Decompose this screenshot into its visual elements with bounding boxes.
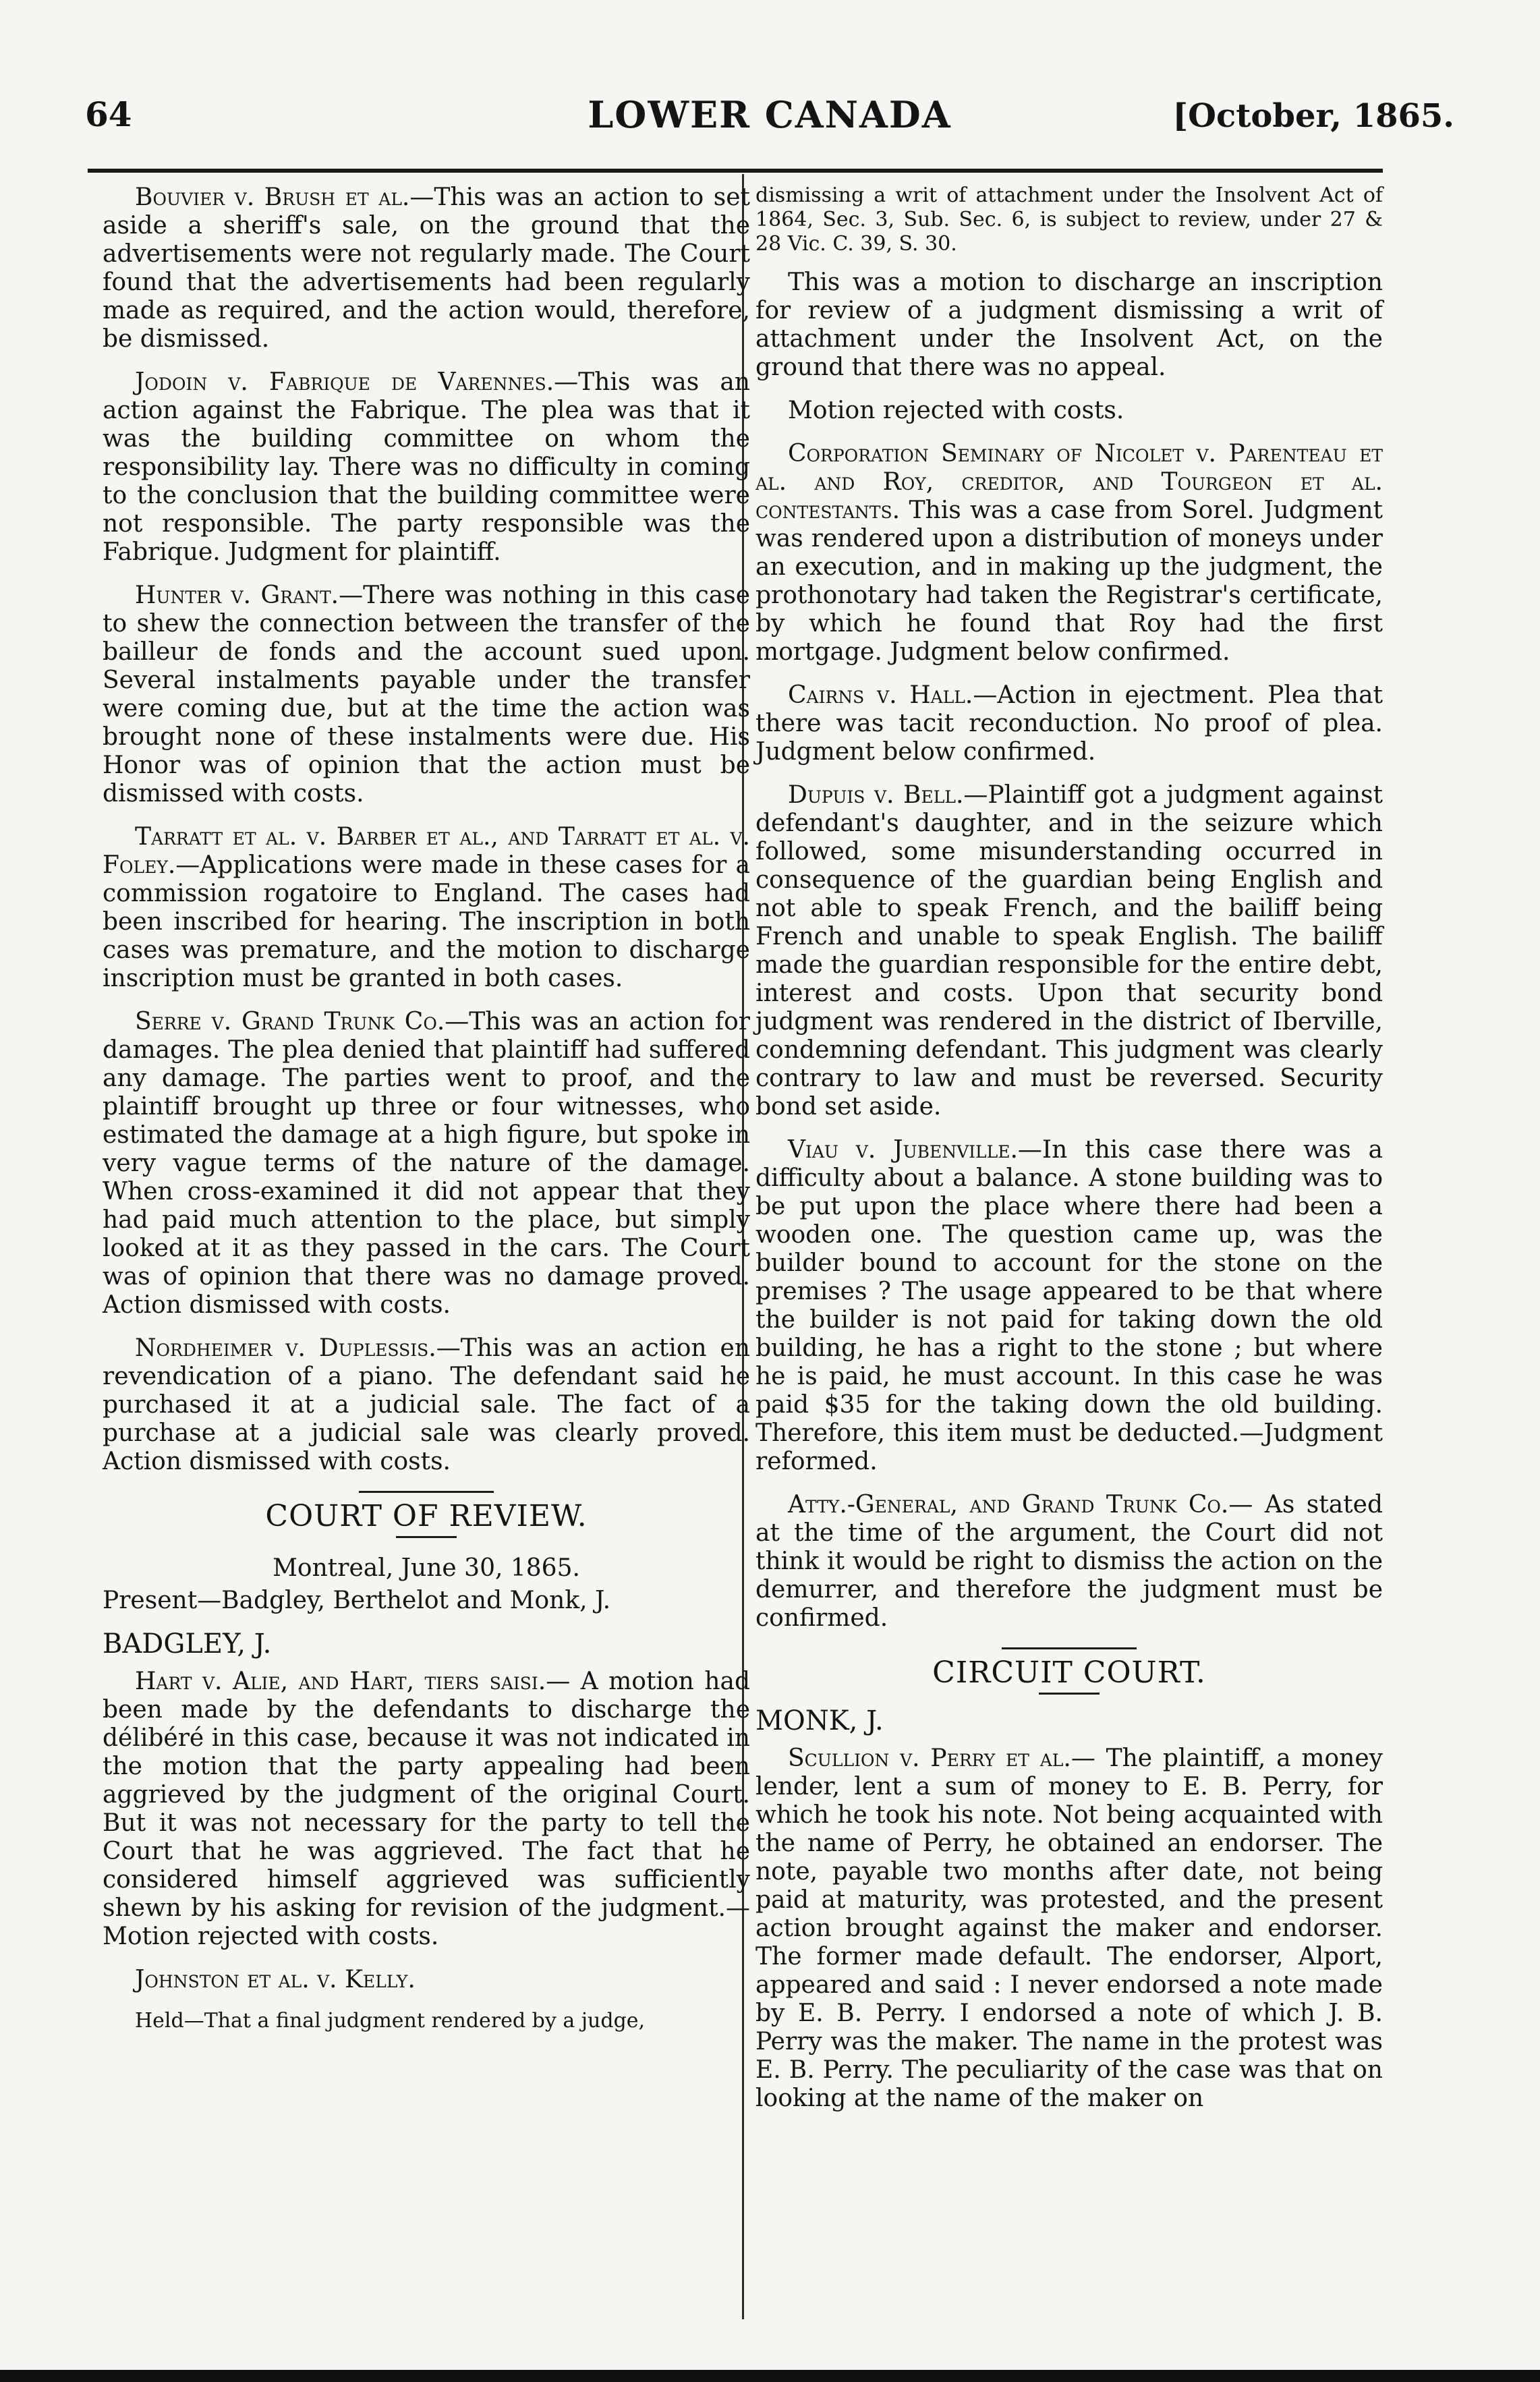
- case-name: Viau v. Jubenville.: [788, 1136, 1018, 1164]
- scan-edge: [0, 2370, 1540, 2382]
- section-title-circuit-court: CIRCUIT COURT.: [932, 1655, 1206, 1690]
- case-text: — As stated at the time of the argument, the Court did not think it would be right to dismiss the action on the demurrer, and therefore the judgment must be confirmed.: [755, 1491, 1383, 1632]
- case-paragraph: [755, 1491, 1383, 1633]
- case-paragraph: [755, 781, 1383, 1121]
- section-rule: [396, 1536, 457, 1538]
- case-text: — A motion had been made by the defendants to discharge the délibéré in this case, because it was not indicated in the motion that the party appealing had been aggrieved by the judgment of the original Court. But it was not necessary for the party to tell the Court that he was aggrieved. The fact that he considered himself aggrieved was sufficiently shewn by his asking for revision of the judgment.—Motion rejected with costs.: [103, 1668, 750, 1950]
- case-paragraph: [103, 823, 750, 993]
- case-text: —In this case there was a difficulty about a balance. A stone building was to be put upon the place where there had been a wooden one. The question came up, was the builder bound to account for the stone on the premises ? The usage appeared to be that where the builder is not paid for taking down the old building, he has a right to the stone ; but where he is paid, he must account. In this case he was paid $35 for the taking down the old building. Therefore, this item must be deducted.—Judgment reformed.: [755, 1136, 1383, 1475]
- case-paragraph: [755, 1745, 1383, 2113]
- case-name: Scullion v. Perry et al.: [788, 1745, 1071, 1772]
- case-name: Corporation Seminary of Nicolet v. Parenteau et al. and Roy, creditor, and Tourgeon et al. contestants.: [755, 440, 1383, 524]
- case-text: This was a case from Sorel. Judgment was rendered upon a distribution of moneys under an execution, and in making up the judgment, the prothonotary had taken the Registrar's certificate, by which he found that Roy had the first mortgage. Judgment below confirmed.: [755, 497, 1383, 666]
- case-text: —This was an action for damages. The plea denied that plaintiff had suffered any damage. The parties went to proof, and the plaintiff brought up three or four witnesses, who estimated the damage at a high figure, but spoke in very vague terms of the nature of the damage. When cross-examined it did not appear that they had paid much attention to the place, but simply looked at it as they passed in the cars. The Court was of opinion that there was no damage proved. Action dismissed with costs.: [103, 1008, 751, 1319]
- case-name: Hart v. Alie, and Hart, tiers saisi.: [135, 1668, 546, 1695]
- section-rule: [1039, 1693, 1100, 1695]
- present-judges: Present—Badgley, Berthelot and Monk, J.: [103, 1587, 611, 1614]
- case-paragraph: [755, 268, 1383, 382]
- case-paragraph: [103, 368, 750, 567]
- case-name: Nordheimer v. Duplessis.: [135, 1334, 436, 1362]
- case-name: Serre v. Grand Trunk Co.: [135, 1008, 445, 1036]
- case-text: —This was an action en revendication of a piano. The defendant said he purchased it at a judicial sale. The fact of a purchase at a judicial sale was clearly proved. Action dismissed with costs.: [103, 1334, 750, 1475]
- case-paragraph: [103, 1008, 750, 1320]
- case-paragraph: [755, 440, 1383, 667]
- case-paragraph: [755, 397, 1383, 425]
- case-text: This was a motion to discharge an inscription for review of a judgment dismissing a writ of attachment under the Insolvent Act, on the ground that there was no appeal.: [755, 268, 1383, 381]
- case-paragraph: [103, 1334, 750, 1476]
- case-text: —There was nothing in this case to shew the connection between the transfer of the bailleur de fonds and the account sued upon. Several instalments payable under the transfer were coming due, but at the time the action was brought none of these instalments were due. His Honor was of opinion that the action must be dismissed with costs.: [103, 582, 750, 807]
- held-note: Held—That a final judgment rendered by a judge,: [135, 2009, 646, 2033]
- case-text: — The plaintiff, a money lender, lent a sum of money to E. B. Perry, for which he took his note. Not being acquainted with the name of Perry, he obtained an endorser. The note, payable two months after date, not being paid at maturity, was protested, and the present action brought against the maker and endorser. The former made default. The endorser, Alport, appeared and said : I never endorsed a note made by E. B. Perry. I endorsed a note of which J. B. Perry was the maker. The name in the protest was E. B. Perry. The peculiarity of the case was that on looking at the name of the maker on: [755, 1745, 1383, 2112]
- right-column: [755, 183, 1383, 2128]
- issue-date: [October, 1865.: [1172, 97, 1454, 135]
- case-name: Atty.-General, and Grand Trunk Co.: [788, 1491, 1229, 1519]
- case-paragraph: [103, 1668, 750, 1951]
- page-number: 64: [85, 94, 132, 134]
- case-text: —Applications were made in these cases for a commission rogatoire to England. The cases had been inscribed for hearing. The inscription in both cases was premature, and the motion to discharge inscription must be granted in both cases.: [103, 851, 750, 992]
- case-paragraph: [103, 1966, 750, 1994]
- header-rule: [88, 169, 1383, 173]
- case-text: —This was an action to set aside a sheriff's sale, on the ground that the advertisements were not regularly made. The Court found that the advertisements had been regularly made as required, and the action would, therefore, be dismissed.: [103, 183, 751, 353]
- case-name: Tarratt et al. v. Barber et al., and Tarratt et al. v. Foley.: [103, 823, 750, 879]
- case-name: Dupuis v. Bell.: [788, 781, 964, 809]
- left-column: [103, 183, 750, 2045]
- section-rule: [359, 1491, 494, 1493]
- case-name: Johnston et al. v. Kelly.: [135, 1966, 416, 1993]
- held-continuation: dismissing a writ of attachment under the Insolvent Act of 1864, Sec. 3, Sub. Sec. 6, is subject to review, under 27 & 28 Vic. C. 39, S. 30.: [755, 183, 1383, 256]
- section-title-court-of-review: COURT OF REVIEW.: [265, 1499, 588, 1533]
- case-paragraph: [103, 183, 750, 353]
- judge-name: BADGLEY, J.: [103, 1628, 272, 1660]
- dateline: Montreal, June 30, 1865.: [273, 1554, 580, 1582]
- case-name: Hunter v. Grant.: [135, 582, 339, 609]
- section-rule: [1002, 1647, 1137, 1649]
- case-name: Jodoin v. Fabrique de Varennes.: [135, 368, 554, 396]
- case-text: —Plaintiff got a judgment against defendant's daughter, and in the seizure which followed, some misunderstanding occurred in consequence of the guardian being English and not able to speak French, and the bailiff being French and unable to speak English. The bailiff made the guardian responsible for the entire debt, interest and costs. Upon that security bond judgment was rendered in the district of Iberville, condemning defendant. This judgment was clearly contrary to law and must be reversed. Security bond set aside.: [755, 781, 1383, 1121]
- case-paragraph: [755, 681, 1383, 766]
- case-text: —Action in ejectment. Plea that there was tacit reconduction. No proof of plea. Judgment below confirmed.: [755, 681, 1384, 766]
- case-text: Motion rejected with costs.: [788, 397, 1124, 424]
- running-title: LOWER CANADA: [588, 93, 952, 136]
- case-paragraph: [103, 582, 750, 808]
- case-paragraph: [755, 1136, 1383, 1476]
- case-name: Cairns v. Hall.: [788, 681, 973, 709]
- case-text: —This was an action against the Fabrique. The plea was that it was the building committee on whom the responsibility lay. There was no difficulty in coming to the conclusion that the building committee were not responsible. The party responsible was the Fabrique. Judgment for plaintiff.: [103, 368, 750, 566]
- page-header: [85, 81, 1454, 155]
- case-name: Bouvier v. Brush et al.: [135, 183, 410, 211]
- judge-name: MONK, J.: [755, 1705, 884, 1736]
